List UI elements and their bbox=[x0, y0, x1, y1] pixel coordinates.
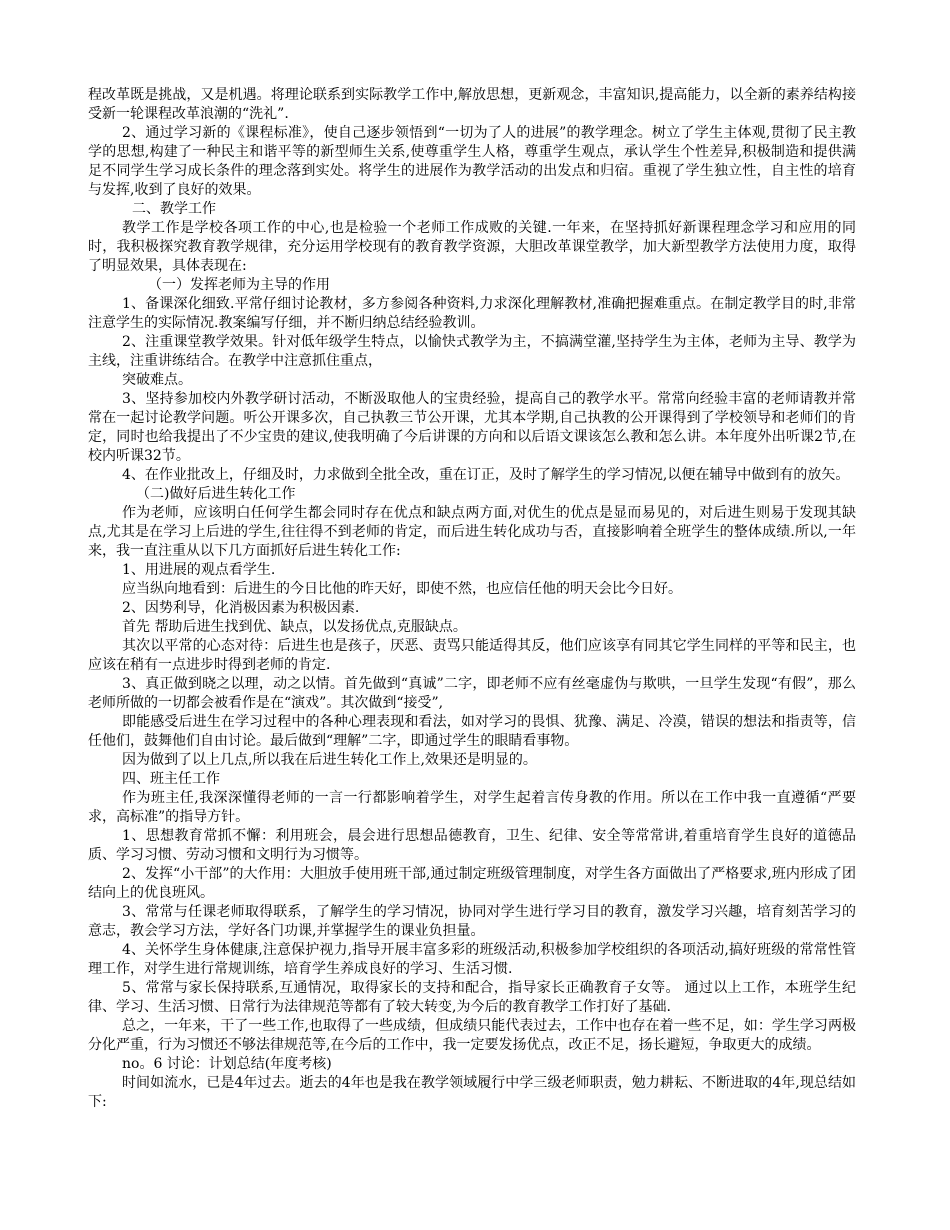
paragraph: 总之，一年来，干了一些工作,也取得了一些成绩，但成绩只能代表过去，工作中也存在着一些不足，如：学生学习两极分化严重，行为习惯还不够法律规范等,在今后的工作中，我一定要发扬优点，改正不足，扬长避短，争取更大的成绩。 bbox=[88, 1018, 856, 1053]
paragraph: 2、注重课堂教学效果。针对低年级学生特点，以愉快式教学为主，不搞满堂灌,坚持学生为主体，老师为主导、教学为主线，注重讲练结合。在教学中注意抓住重点， bbox=[88, 334, 856, 369]
paragraph: 3、坚持参加校内外教学研讨活动，不断汲取他人的宝贵经验，提高自己的教学水平。常常向经验丰富的老师请教并常常在一起讨论教学问题。听公开课多次，自己执教三节公开课，尤其本学期,自己执教的公开课得到了学校领导和老师们的肯定，同时也给我提出了不少宝贵的建议,使我明确了今后讲课的方向和以后语文课该怎么教和怎么讲。本年度外出听课2节,在校内听课32节。 bbox=[88, 391, 856, 464]
paragraph: 教学工作是学校各项工作的中心,也是检验一个老师工作成败的关键.一年来，在坚持抓好新课程理念学习和应用的同时，我积极探究教育教学规律，充分运用学校现有的教育教学资源，大胆改革课堂教学，加大新型教学方法使用力度，取得了明显效果，具体表现在: bbox=[88, 220, 856, 274]
paragraph: 3、真正做到晓之以理，动之以情。首先做到“真诚”二字，即老师不应有丝毫虚伪与欺哄，一旦学生发现“有假”，那么老师所做的一切都会被看作是在“演戏”。其次做到“接受”, bbox=[88, 676, 856, 711]
subsection-heading: （二)做好后进生转化工作 bbox=[136, 486, 296, 502]
paragraph: 即能感受后进生在学习过程中的各种心理表现和看法，如对学习的畏惧、犹豫、满足、冷漠，错误的想法和指责等，信任他们，鼓舞他们自由讨论。最后做到“理解”二字，即通过学生的眼睛看事物。 bbox=[88, 714, 856, 749]
paragraph: 程改革既是挑战，又是机遇。将理论联系到实际教学工作中,解放思想，更新观念，丰富知识,提高能力，以全新的素养结构接受新一轮课程改革浪潮的“洗礼”. bbox=[88, 87, 856, 122]
paragraph: 1、思想教育常抓不懈：利用班会，晨会进行思想品德教育，卫生、纪律、安全等常常讲,着重培育学生良好的道德品质、学习习惯、劳动习惯和文明行为习惯等。 bbox=[88, 828, 856, 863]
paragraph: 时间如流水，已是4年过去。逝去的4年也是我在教学领域履行中学三级老师职责，勉力耕耘、不断进取的4年,现总结如下: bbox=[88, 1075, 856, 1110]
paragraph: 应当纵向地看到：后进生的今日比他的昨天好，即使不然，也应信任他的明天会比今日好。 bbox=[122, 581, 682, 597]
paragraph: 1、用进展的观点看学生. bbox=[122, 562, 276, 578]
paragraph: 2、通过学习新的《课程标准》，使自己逐步领悟到“一切为了人的进展”的教学理念。树立了学生主体观,贯彻了民主教学的思想,构建了一种民主和谐平等的新型师生关系,使尊重学生人格，尊重学生观点，承认学生个性差异,积极制造和提供满足不同学生学习成长条件的理念落到实处。将学生的进展作为教学活动的出发点和归宿。重视了学生独立性，自主性的培育与发挥,收到了良好的效果。 bbox=[88, 125, 856, 198]
section-heading: 二、教学工作 bbox=[132, 201, 216, 217]
paragraph: 5、常常与家长保持联系,互通情况，取得家长的支持和配合，指导家长正确教育子女等。 通过以上工作，本班学生纪律、学习、生活习惯、日常行为法律规范等都有了较大转变,为今后的教育教学工作打好了基础. bbox=[88, 980, 856, 1015]
paragraph: 2、因势利导，化消极因素为积极因素. bbox=[122, 600, 360, 616]
paragraph: 1、备课深化细致.平常仔细讨论教材，多方参阅各种资料,力求深化理解教材,准确把握难重点。在制定教学目的时,非常注意学生的实际情况.教案编写仔细，并不断归纳总结经验教训。 bbox=[88, 296, 856, 331]
paragraph: 3、常常与任课老师取得联系，了解学生的学习情况，协同对学生进行学习目的教育，激发学习兴趣，培育刻苦学习的意志，教会学习方法，学好各门功课,并掌握学生的课业负担量。 bbox=[88, 904, 856, 939]
paragraph: 首先 帮助后进生找到优、缺点，以发扬优点,克服缺点。 bbox=[122, 619, 467, 635]
document-title: no。6 讨论：计划总结(年度考核) bbox=[122, 1056, 332, 1072]
paragraph: 作为老师，应该明白任何学生都会同时存在优点和缺点两方面,对优生的优点是显而易见的，对后进生则易于发现其缺点,尤其是在学习上后进的学生,往往得不到老师的肯定，而后进生转化成功与否，直接影响着全班学生的整体成绩.所以,一年来，我一直注重从以下几方面抓好后进生转化工作: bbox=[88, 505, 856, 559]
paragraph: 4、在作业批改上，仔细及时，力求做到全批全改，重在订正，及时了解学生的学习情况,以便在辅导中做到有的放矢。 bbox=[122, 467, 850, 483]
subsection-heading: （一）发挥老师为主导的作用 bbox=[148, 277, 330, 293]
paragraph: 其次以平常的心态对待：后进生也是孩子，厌恶、责骂只能适得其反，他们应该享有同其它学生同样的平等和民主，也应该在稍有一点进步时得到老师的肯定. bbox=[88, 638, 856, 673]
paragraph: 因为做到了以上几点,所以我在后进生转化工作上,效果还是明显的。 bbox=[122, 752, 537, 768]
paragraph: 突破难点。 bbox=[122, 372, 192, 388]
paragraph: 作为班主任,我深深懂得老师的一言一行都影响着学生，对学生起着言传身教的作用。所以在工作中我一直遵循“严要求，高标准”的指导方针。 bbox=[88, 790, 856, 825]
section-heading: 四、班主任工作 bbox=[122, 771, 220, 787]
paragraph: 2、发挥“小干部”的大作用：大胆放手使用班干部,通过制定班级管理制度，对学生各方面做出了严格要求,班内形成了团结向上的优良班风。 bbox=[88, 866, 856, 901]
paragraph: 4、关怀学生身体健康,注意保护视力,指导开展丰富多彩的班级活动,积极参加学校组织的各项活动,搞好班级的常常性管理工作，对学生进行常规训练，培育学生养成良好的学习、生活习惯. bbox=[88, 942, 856, 977]
